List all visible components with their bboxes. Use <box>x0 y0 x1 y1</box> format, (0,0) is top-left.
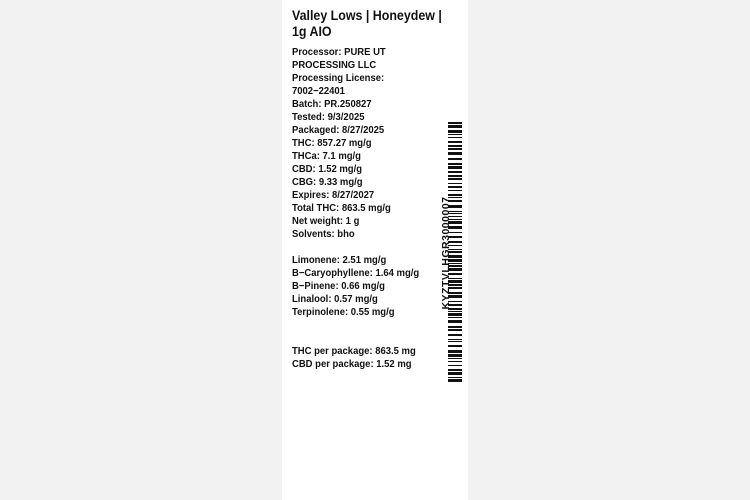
barcode <box>442 122 464 384</box>
terpenes-block <box>292 254 419 319</box>
detail-line: PROCESSING LLC <box>292 60 377 71</box>
detail-line: Packaged: 8/27/2025 <box>292 125 385 136</box>
detail-line: Processing License: <box>292 73 385 84</box>
detail-line: Tested: 9/3/2025 <box>292 112 365 123</box>
barcode-text: KYZTVLHGR3000007 <box>440 196 452 310</box>
per-package-line: CBD per package: 1.52 mg <box>292 359 412 370</box>
detail-line: THCa: 7.1 mg/g <box>292 151 361 162</box>
product-label <box>282 0 468 500</box>
detail-line: Total THC: 863.5 mg/g <box>292 203 391 214</box>
terpene-line: Linalool: 0.57 mg/g <box>292 294 378 305</box>
detail-line: 7002−22401 <box>292 86 345 97</box>
per-package-block <box>292 345 416 371</box>
product-title: Valley Lows | Honeydew | 1g AIO <box>292 8 442 39</box>
details-block <box>292 46 391 241</box>
terpene-line: Limonene: 2.51 mg/g <box>292 255 387 266</box>
detail-line: CBD: 1.52 mg/g <box>292 164 363 175</box>
detail-line: Processor: PURE UT <box>292 47 386 58</box>
per-package-line: THC per package: 863.5 mg <box>292 346 416 357</box>
terpene-line: B−Caryophyllene: 1.64 mg/g <box>292 268 420 279</box>
detail-line: Net weight: 1 g <box>292 216 360 227</box>
detail-line: Batch: PR.250827 <box>292 99 372 110</box>
detail-line: THC: 857.27 mg/g <box>292 138 372 149</box>
terpene-line: Terpinolene: 0.55 mg/g <box>292 307 395 318</box>
detail-line: Expires: 8/27/2027 <box>292 190 375 201</box>
terpene-line: B−Pinene: 0.66 mg/g <box>292 281 385 292</box>
detail-line: Solvents: bho <box>292 229 355 240</box>
detail-line: CBG: 9.33 mg/g <box>292 177 363 188</box>
